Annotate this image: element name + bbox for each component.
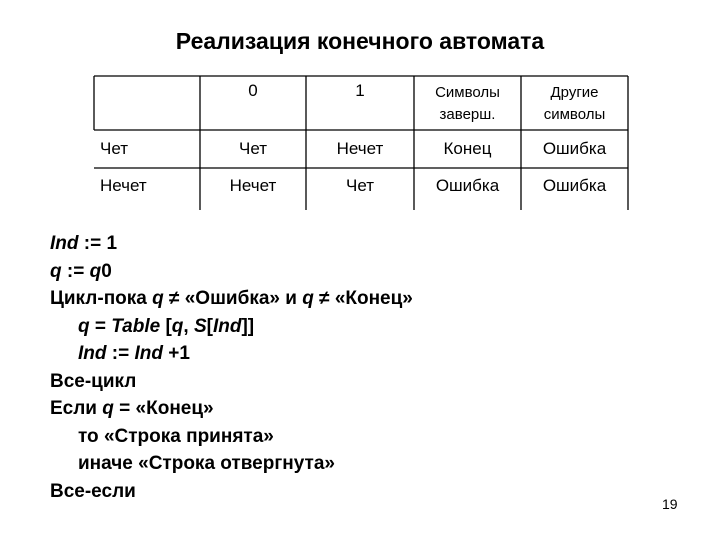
row-label-odd: Нечет xyxy=(100,176,147,195)
slide-title: Реализация конечного автомата xyxy=(175,28,545,54)
code-line-1: Ind := 1 xyxy=(50,233,118,254)
header-cell-other-symbols: Другие символы xyxy=(543,84,606,123)
table-cell: Ошибка xyxy=(435,176,500,195)
code-line-7: Если q = «Конец» xyxy=(50,398,214,419)
table-cell: Конец xyxy=(443,139,492,158)
algorithm-pseudocode xyxy=(50,230,413,505)
table-cell: Чет xyxy=(345,176,374,195)
code-line-2: q := q0 xyxy=(50,260,112,282)
code-line-8: то «Строка принята» xyxy=(78,425,274,447)
code-line-4: q = Table [q, S[Ind]] xyxy=(78,315,255,337)
header-cell-0: 0 xyxy=(248,81,258,100)
code-line-3: Цикл-пока q ≠ «Ошибка» и q ≠ «Конец» xyxy=(50,288,413,309)
code-line-6: Все-цикл xyxy=(50,370,137,392)
code-line-9: иначе «Строка отвергнута» xyxy=(78,453,335,474)
table-cell: Ошибка xyxy=(542,176,607,195)
table-cell: Нечет xyxy=(229,176,277,195)
table-cell: Чет xyxy=(238,139,267,158)
page-number: 19 xyxy=(662,496,678,512)
row-label-even: Чет xyxy=(100,139,129,158)
header-cell-1: 1 xyxy=(355,81,365,100)
header-cell-term-symbols: Символы заверш. xyxy=(435,84,500,123)
table-cell: Ошибка xyxy=(542,139,607,158)
code-line-10: Все-если xyxy=(50,480,136,502)
code-line-5: Ind := Ind +1 xyxy=(78,343,190,364)
table-cell: Нечет xyxy=(336,139,384,158)
